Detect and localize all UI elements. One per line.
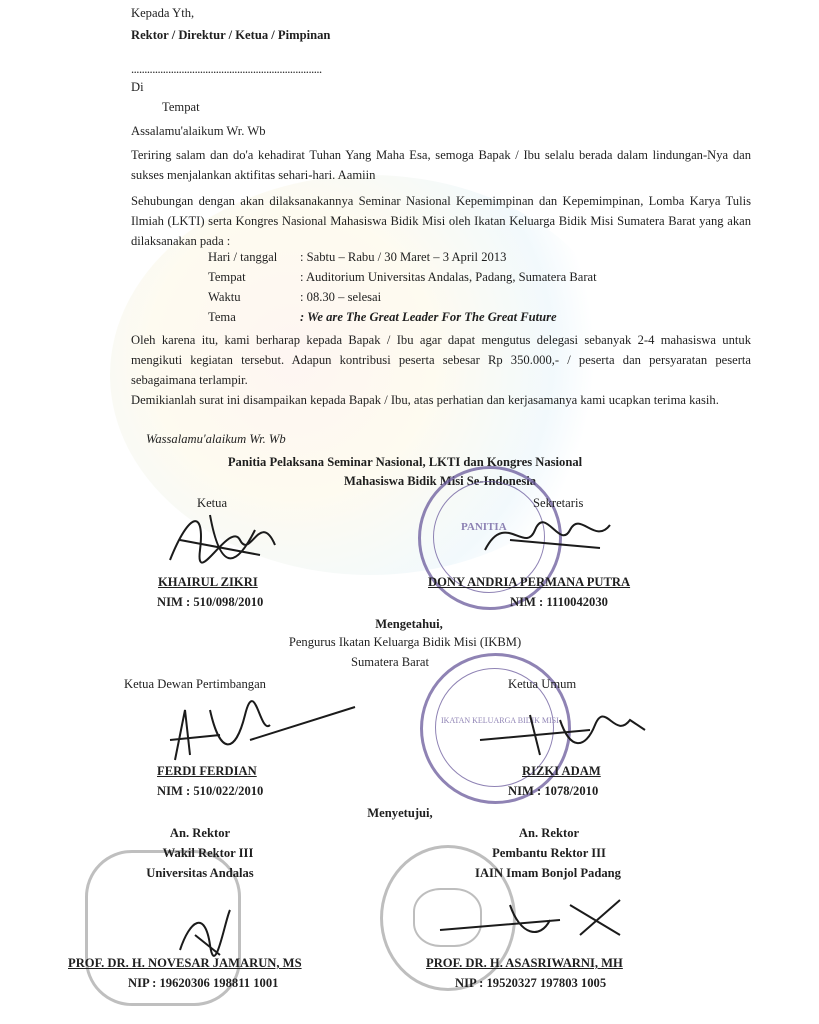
committee-sekretaris-title: Sekretaris xyxy=(533,496,584,510)
addressee-di: Di xyxy=(131,80,144,94)
committee-sekretaris-nim: NIM : 1110042030 xyxy=(510,595,608,609)
signature-ketua-dewan xyxy=(150,695,370,770)
event-label-theme: Tema xyxy=(208,310,236,324)
approved-right-an: An. Rektor xyxy=(518,826,580,840)
signature-ketua-umum xyxy=(470,695,660,765)
addressee-line2: Rektor / Direktur / Ketua / Pimpinan xyxy=(131,28,331,42)
event-value-date: : Sabtu – Rabu / 30 Maret – 3 April 2013 xyxy=(300,250,507,264)
approved-right-univ: IAIN Imam Bonjol Padang xyxy=(475,866,621,880)
event-label-date: Hari / tanggal xyxy=(208,250,278,264)
acknowledged-right-nim: NIM : 1078/2010 xyxy=(508,784,599,798)
committee-ketua-title: Ketua xyxy=(197,496,228,510)
approved-left-title: Wakil Rektor III xyxy=(162,846,254,860)
signature-ketua xyxy=(160,500,290,580)
addressee-dots: ........................................................................ xyxy=(131,62,322,76)
committee-line1: Panitia Pelaksana Seminar Nasional, LKTI dan Kongres Nasional xyxy=(227,455,583,469)
event-value-place: : Auditorium Universitas Andalas, Padang, Sumatera Barat xyxy=(300,270,597,284)
event-label-time: Waktu xyxy=(208,290,241,304)
acknowledged-left-nim: NIM : 510/022/2010 xyxy=(157,784,264,798)
approved-left-an: An. Rektor xyxy=(169,826,231,840)
committee-ketua-nim: NIM : 510/098/2010 xyxy=(157,595,264,609)
approved-left-nip: NIP : 19620306 198811 1001 xyxy=(128,976,279,990)
approved-right-nip: NIP : 19520327 197803 1005 xyxy=(455,976,607,990)
paragraph-event-intro: Sehubungan dengan akan dilaksanakannya Seminar Nasional Kepemimpinan dan Kepemimpinan, Lomba Karya Tulis Ilmiah (LKTI) serta Kongres Nasional Mahasiswa Bidik Misi oleh Ikatan Keluarga Bidik Misi Sumatera Barat yang akan dilaksanakan pada : xyxy=(131,194,751,248)
addressee-line1: Kepada Yth, xyxy=(131,6,195,20)
paragraph-request: Oleh karena itu, kami berharap kepada Bapak / Ibu agar dapat mengutus delegasi sebanyak 2-4 mahasiswa untuk mengikuti kegiatan tersebut. Adapun kontribusi peserta sebesar Rp 350.000,- / peserta dan persyaratan peserta sebagaimana terlampir. xyxy=(131,333,751,387)
ikbm-stamp-text: IKATAN KELUARGA BIDIK MISI xyxy=(441,716,559,725)
event-label-place: Tempat xyxy=(208,270,246,284)
acknowledged-left-title: Ketua Dewan Pertimbangan xyxy=(124,677,266,691)
acknowledged-org2: Sumatera Barat xyxy=(351,655,429,669)
signature-wakil-rektor xyxy=(170,900,240,960)
addressee-tempat: Tempat xyxy=(162,100,200,114)
event-value-theme: : We are The Great Leader For The Great Future xyxy=(300,310,557,324)
acknowledged-left-name: FERDI FERDIAN xyxy=(157,764,257,778)
signature-sekretaris xyxy=(470,500,620,570)
greeting: Assalamu'alaikum Wr. Wb xyxy=(131,124,266,138)
approved-heading: Menyetujui, xyxy=(367,806,433,820)
acknowledged-right-name: RIZKI ADAM xyxy=(522,764,601,778)
committee-line2: Mahasiswa Bidik Misi Se-Indonesia xyxy=(343,474,537,488)
approved-right-name: PROF. DR. H. ASASRIWARNI, MH xyxy=(426,956,623,970)
paragraph-closing: Demikianlah surat ini disampaikan kepada Bapak / Ibu, atas perhatian dan kerjasamanya kami ucapkan terima kasih. xyxy=(131,393,719,407)
approved-left-univ: Universitas Andalas xyxy=(146,866,254,880)
approved-left-name: PROF. DR. H. NOVESAR JAMARUN, MS xyxy=(68,956,302,970)
closing-salutation: Wassalamu'alaikum Wr. Wb xyxy=(146,432,286,446)
signature-pembantu-rektor xyxy=(430,890,630,960)
committee-stamp-text: PANITIA xyxy=(461,521,507,533)
acknowledged-heading: Mengetahui, xyxy=(375,617,443,631)
committee-ketua-name: KHAIRUL ZIKRI xyxy=(158,575,258,589)
paragraph-opening: Teriring salam dan do'a kehadirat Tuhan Yang Maha Esa, semoga Bapak / Ibu selalu berada dalam lindungan-Nya dan sukses menjalankan aktifitas sehari-hari. Aamiin xyxy=(131,148,751,182)
committee-sekretaris-name: DONY ANDRIA PERMANA PUTRA xyxy=(428,575,631,589)
event-value-time: : 08.30 – selesai xyxy=(300,290,382,304)
acknowledged-org1: Pengurus Ikatan Keluarga Bidik Misi (IKBM) xyxy=(288,635,522,649)
acknowledged-right-title: Ketua Umum xyxy=(508,677,577,691)
approved-right-title: Pembantu Rektor III xyxy=(492,846,606,860)
